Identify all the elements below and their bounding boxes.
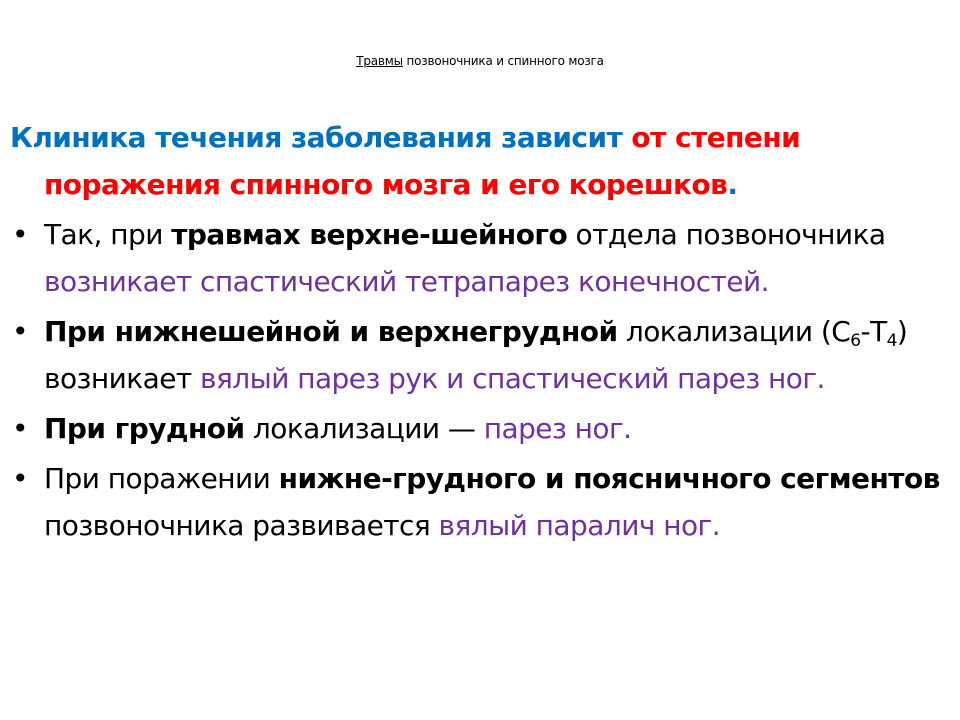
bullet-text: ) возникает	[44, 315, 908, 395]
bullet-highlight-text: парез ног.	[483, 412, 632, 445]
lead-paragraph	[10, 114, 950, 208]
bullet-text: локализации (C	[617, 315, 851, 348]
bullet-item-lumbar	[10, 455, 950, 549]
bullet-text: позвоночника развивается	[44, 509, 439, 542]
bullet-highlight-text: вялый парез рук и спастический парез ног.	[200, 362, 825, 395]
lead-part-red: от степени поражения спинного мозга и его корешков	[44, 121, 801, 201]
slide-title-underlined: Травмы	[356, 54, 403, 68]
bullet-text: Так, при	[44, 218, 172, 251]
bullet-item-lower-cervical	[10, 308, 950, 402]
bullet-bold-text: При грудной	[44, 412, 245, 445]
bullet-list	[10, 211, 950, 549]
slide-title-rest: позвоночника и спинного мозга	[402, 54, 604, 68]
bullet-marker-icon: •	[12, 462, 28, 495]
bullet-item-upper-cervical	[10, 211, 950, 305]
lead-period: .	[727, 168, 738, 201]
subscript-c: 6	[850, 331, 861, 351]
bullet-marker-icon: •	[12, 412, 28, 445]
bullet-text: отдела позвоночника	[567, 218, 886, 251]
bullet-text: При поражении	[44, 462, 279, 495]
slide-body	[10, 114, 950, 549]
slide-title	[0, 53, 960, 69]
bullet-bold-text: При нижнешейной и верхнегрудной	[44, 315, 618, 348]
bullet-bold-text: нижне-грудного и поясничного сегментов	[278, 462, 940, 495]
bullet-marker-icon: •	[12, 315, 28, 348]
bullet-marker-icon: •	[12, 218, 28, 251]
bullet-text: -Т	[860, 315, 887, 348]
bullet-item-thoracic	[10, 405, 950, 452]
bullet-highlight-text: возникает спастический тетрапарез конечностей.	[44, 265, 769, 298]
bullet-bold-text: травмах верхне-шейного	[171, 218, 568, 251]
bullet-highlight-text: вялый паралич ног.	[438, 509, 721, 542]
subscript-t: 4	[886, 331, 897, 351]
bullet-text: локализации —	[244, 412, 484, 445]
lead-part-blue: Клиника течения заболевания зависит	[10, 121, 632, 154]
